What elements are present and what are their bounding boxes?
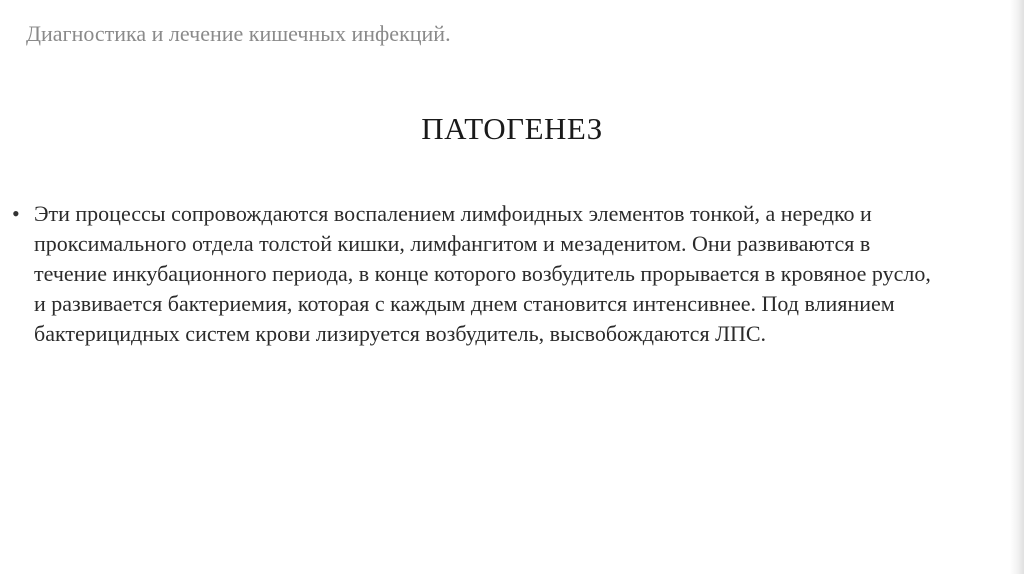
bullet-marker: • [12,201,20,226]
list-item [12,199,972,349]
bullet-list [12,199,972,349]
slide-title: ПАТОГЕНЕЗ [421,111,603,146]
slide-header: Диагностика и лечение кишечных инфекций. [26,21,451,46]
bullet-text: Эти процессы сопровождаются воспалением лимфоидных элементов тонкой, а нередко и проксимального отдела толстой кишки, лимфангитом и мезаденитом. Они развиваются в течение инкубационного периода, в конце которого возбудитель прорывается в кровяное русло, и развивается бактериемия, которая с каждым днем становится интенсивнее. Под влиянием бактерицидных систем крови лизируется возбудитель, высвобождаются ЛПС. [34,201,931,346]
slide-edge-shadow [1010,0,1024,574]
